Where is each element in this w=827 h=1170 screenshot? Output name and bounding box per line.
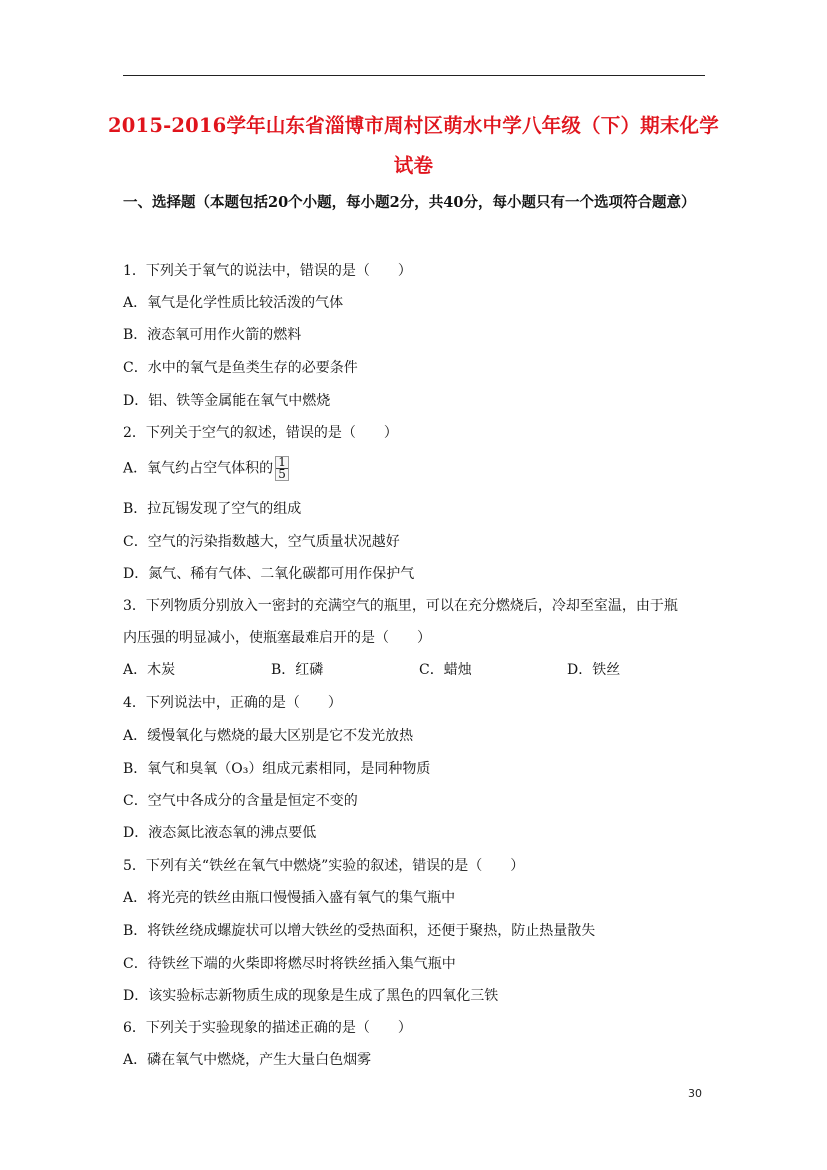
question-4-option-b: B．氧气和臭氧（O₃）组成元素相同，是同种物质: [123, 761, 431, 777]
question-3-option-a: A．木炭: [123, 662, 176, 678]
question-3-option-b: B．红磷: [271, 662, 324, 678]
question-2-option-c: C．空气的污染指数越大，空气质量状况越好: [123, 534, 400, 550]
question-3-line1: 3．下列物质分别放入一密封的充满空气的瓶里，可以在充分燃烧后，冷却至室温，由于瓶: [123, 598, 678, 614]
question-5-option-c: C．待铁丝下端的火柴即将燃尽时将铁丝插入集气瓶中: [123, 956, 456, 972]
question-4-option-a: A．缓慢氧化与燃烧的最大区别是它不发光放热: [123, 728, 414, 744]
page-number: 30: [688, 1087, 702, 1100]
question-1-option-b: B．液态氧可用作火箭的燃料: [123, 327, 302, 343]
question-6-option-a: A．磷在氧气中燃烧，产生大量白色烟雾: [123, 1052, 372, 1068]
question-1: 1．下列关于氧气的说法中，错误的是（ ）: [123, 263, 412, 279]
exam-title-line1: 2015-2016学年山东省淄博市周村区萌水中学八年级（下）期末化学: [108, 114, 719, 137]
question-1-option-d: D．铝、铁等金属能在氧气中燃烧: [123, 393, 331, 409]
question-6: 6．下列关于实验现象的描述正确的是（ ）: [123, 1020, 412, 1036]
exam-title-line2: 试卷: [393, 154, 434, 177]
question-3-line2: 内压强的明显减小，使瓶塞最难启开的是（ ）: [123, 630, 431, 646]
question-2-option-a: [123, 456, 289, 481]
question-5-option-d: D．该实验标志新物质生成的现象是生成了黑色的四氧化三铁: [123, 988, 499, 1004]
question-5-option-b: B．将铁丝绕成螺旋状可以增大铁丝的受热面积，还便于聚热，防止热量散失: [123, 923, 596, 939]
question-2-option-d: D．氮气、稀有气体、二氧化碳都可用作保护气: [123, 566, 415, 582]
question-4: 4．下列说法中，正确的是（ ）: [123, 695, 342, 711]
question-3-choices: [123, 659, 683, 679]
question-3-option-d: D．铁丝: [567, 662, 621, 678]
question-5: 5．下列有关“铁丝在氧气中燃烧”实验的叙述，错误的是（ ）: [123, 858, 525, 874]
question-2-option-a-text: A．氧气约占空气体积的: [123, 460, 274, 477]
fraction-one-fifth: [275, 456, 289, 481]
question-5-option-a: A．将光亮的铁丝由瓶口慢慢插入盛有氧气的集气瓶中: [123, 890, 456, 906]
question-4-option-d: D．液态氮比液态氧的沸点要低: [123, 825, 317, 841]
question-2: 2．下列关于空气的叙述，错误的是（ ）: [123, 425, 398, 441]
fraction-numerator: 1: [276, 457, 288, 469]
question-4-option-c: C．空气中各成分的含量是恒定不变的: [123, 793, 358, 809]
question-1-option-c: C．水中的氧气是鱼类生存的必要条件: [123, 360, 358, 376]
section-heading: 一、选择题（本题包括20个小题，每小题2分，共40分，每小题只有一个选项符合题意）: [123, 194, 696, 211]
fraction-denominator: 5: [278, 467, 286, 481]
question-2-option-b: B．拉瓦锡发现了空气的组成: [123, 501, 302, 517]
question-1-option-a: A．氧气是化学性质比较活泼的气体: [123, 295, 344, 311]
question-3-option-c: C．蜡烛: [419, 662, 472, 678]
header-rule: [123, 75, 705, 76]
